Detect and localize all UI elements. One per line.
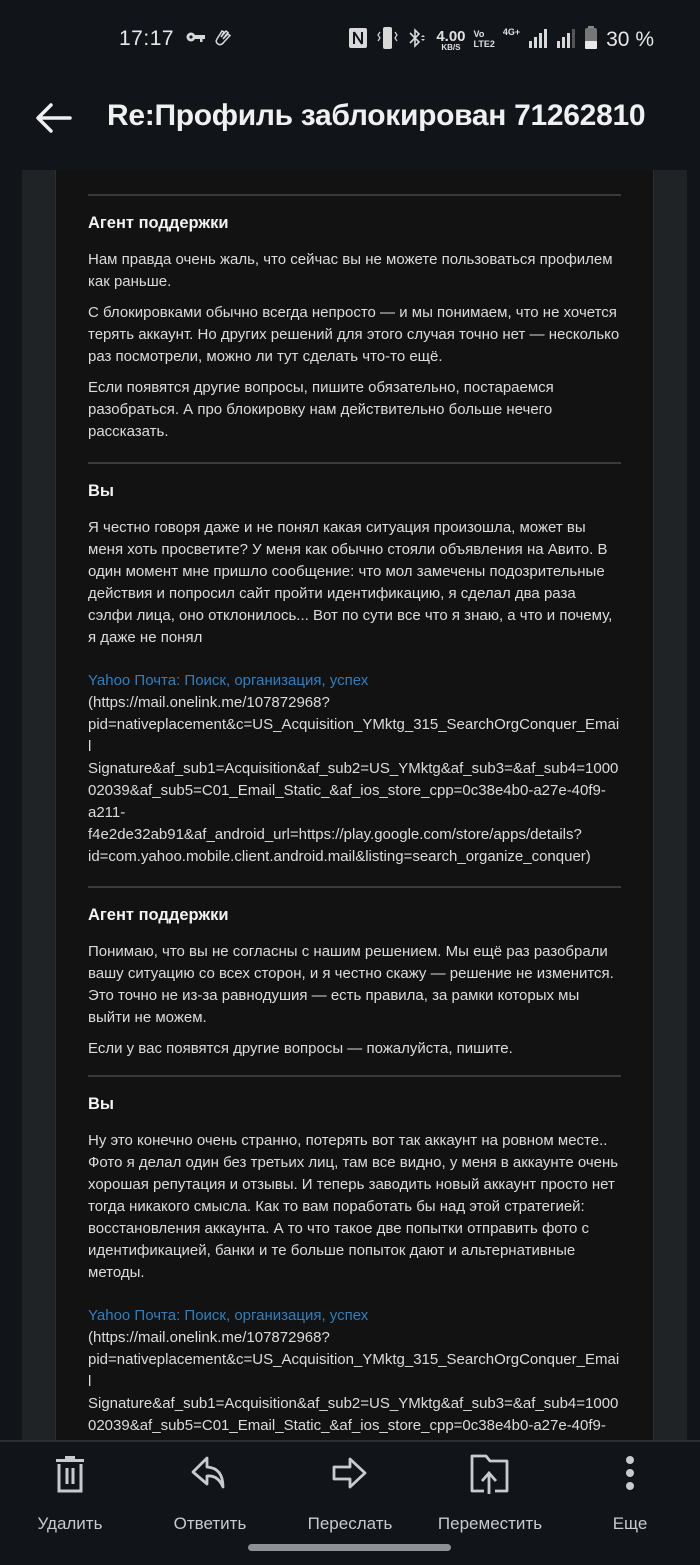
thread-message: [88, 194, 621, 462]
more-label: Еще: [612, 1514, 648, 1533]
signature-url[interactable]: (https://mail.onelink.me/107872968? pid=nativeplacement&c=US_Acquisition_YMktg_315_SearchOrgConquer_Email Signature&af_sub1=Acquisition&af_sub2=US_YMktg&af_sub3=&af_sub4=1000 02039&af_sub5=C01_Email_Static_&af_ios_store_cpp=0c38e4b0-a27e-40f9- a211- f4e2de32ab91&af_android_url=https://play.google.com/store/apps/details? id=com.yahoo.mobile.client.android.mail&listing=search_organize_conquer): [88, 694, 620, 865]
status-icons: [348, 25, 654, 55]
reply-label: Ответить: [173, 1514, 247, 1533]
move-button[interactable]: [425, 1454, 555, 1534]
message-author: Агент поддержки: [88, 214, 229, 232]
reply-button[interactable]: [145, 1454, 275, 1534]
bluetooth-icon: [406, 26, 428, 55]
conversation-thread: [88, 194, 621, 1513]
network-speed: 4.00 KB/S: [436, 27, 466, 52]
signature-url[interactable]: (https://mail.onelink.me/107872968? pid=nativeplacement&c=US_Acquisition_YMktg_315_SearchOrgConquer_Email Signature&af_sub1=Acquisition&af_sub2=US_YMktg&af_sub3=&af_sub4=1000 02039&af_sub5=C01_Email_Static_&af_ios_store_cpp=0c38e4b0-a27e-40f9-: [88, 1329, 620, 1434]
message-author: Вы: [88, 1095, 115, 1113]
network-type: 4G+: [502, 27, 521, 37]
message-body[interactable]: [56, 170, 653, 1440]
forward-label: Переслать: [307, 1514, 393, 1533]
message-paragraph: Я честно говоря даже и не понял какая ситуация произошла, может вы меня хоть просветите? У меня как обычно стояли объявления на Авито. В один момент мне пришло сообщение: что мол замечены подозрительные действия и попросил сайт пройти идентификацию, я сделал два раза сэлфи лица, оно отклонилось... Вот по сути все что я знаю, а что и почему, я даже не понял: [88, 519, 613, 646]
divider: [88, 886, 621, 888]
divider: [88, 194, 621, 196]
thread-message: [88, 886, 621, 1075]
message-header: [0, 80, 700, 170]
home-indicator[interactable]: [248, 1544, 451, 1551]
back-button[interactable]: [34, 98, 74, 138]
message-paragraph: Если у вас появятся другие вопросы — пожалуйста, пишите.: [88, 1040, 513, 1057]
message-paragraph: Ну это конечно очень странно, потерять вот так аккаунт на ровном месте.. Фото я делал один без третьих лиц, там все видно, у меня в аккаунте очень хорошая репутация и отзывы. И теперь заводить новый аккаунт просто нет тогда никакого смысла. Как то вам поработать бы над этой стратегией: восстановления аккаунта. А то что такое две попытки отправить фото с идентификацией, банки и те больше попыток дают и альтернативные методы.: [88, 1132, 619, 1281]
divider: [88, 1075, 621, 1077]
battery-percent: 30 %: [606, 28, 654, 51]
nfc-icon: [348, 27, 368, 54]
move-folder-icon: [470, 1454, 510, 1494]
quote-frame-left: [22, 170, 56, 1440]
vpn-key-icon: [186, 30, 206, 49]
message-author: Агент поддержки: [88, 906, 229, 924]
vibrate-icon: [376, 26, 398, 55]
forward-icon: [330, 1454, 370, 1494]
status-bar: [0, 0, 700, 80]
divider: [88, 462, 621, 464]
signature-link[interactable]: Yahoo Почта: Поиск, организация, успех: [88, 672, 369, 689]
message-title: Re:Профиль заблокирован 71262810: [107, 99, 646, 132]
battery-icon: [584, 26, 598, 55]
forward-button[interactable]: [285, 1454, 415, 1534]
message-paragraph: С блокировками обычно всегда непросто — и мы понимаем, что не хочется терять аккаунт. Но других решений для этого случая точно нет — несколько раз посмотрели, можно ли тут сделать что-то ещё.: [88, 304, 620, 365]
delete-label: Удалить: [37, 1514, 103, 1533]
status-time: 17:17: [119, 27, 175, 50]
trash-icon: [50, 1454, 90, 1494]
arrow-left-icon: [34, 98, 74, 138]
thread-message: [88, 462, 621, 886]
move-label: Переместить: [437, 1514, 543, 1533]
volte-icon: Vo LTE2: [473, 29, 495, 49]
signal-sim2-icon: [556, 27, 576, 54]
message-paragraph: Понимаю, что вы не согласны с нашим решением. Мы ещё раз разобрали вашу ситуацию со всех сторон, и я честно скажу — решение не изменится. Это точно не из-за равнодушия — есть правила, за рамки которых мы выйти не можем.: [88, 943, 614, 1026]
gesture-hand-icon: [213, 28, 233, 53]
delete-button[interactable]: [5, 1454, 135, 1534]
signature-link[interactable]: Yahoo Почта: Поиск, организация, успех: [88, 1307, 369, 1324]
message-paragraph: Нам правда очень жаль, что сейчас вы не можете пользоваться профилем как раньше.: [88, 251, 613, 290]
message-author: Вы: [88, 482, 115, 500]
signal-sim1-icon: [528, 27, 548, 54]
more-button[interactable]: [565, 1454, 695, 1534]
reply-icon: [190, 1454, 230, 1494]
quote-frame-right: [653, 170, 687, 1440]
message-paragraph: Если появятся другие вопросы, пишите обязательно, постараемся разобраться. А про блокировку нам действительно больше нечего рассказать.: [88, 379, 554, 440]
more-vertical-icon: [610, 1454, 650, 1494]
